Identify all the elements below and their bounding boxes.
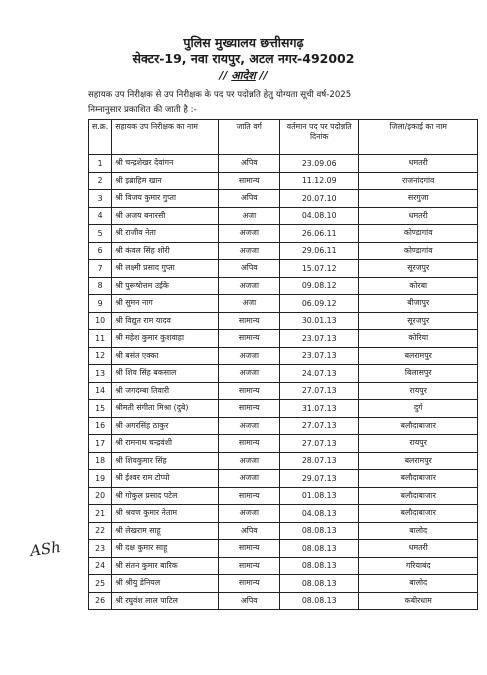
cell-serial: 9 [89, 295, 112, 313]
table-row [89, 522, 478, 540]
cell-district: बलौदाबाजार [359, 505, 478, 523]
cell-serial: 20 [89, 487, 112, 505]
cell-serial: 18 [89, 452, 112, 470]
cell-district: बलौदाबाजार [359, 487, 478, 505]
order-word: आदेश [231, 69, 256, 82]
order-prefix: // [219, 69, 232, 82]
cell-name: श्री रामनाथ चन्द्रवंशी [112, 435, 219, 453]
table-row [89, 365, 478, 383]
cell-date: 27.07.13 [280, 435, 359, 453]
cell-serial: 10 [89, 312, 112, 330]
cell-category: अजा [219, 207, 280, 225]
cell-category: अपिव [219, 190, 280, 208]
cell-date: 09.08.12 [280, 277, 359, 295]
cell-district: दुर्ग [359, 400, 478, 418]
table-row [89, 400, 478, 418]
cell-date: 08.08.13 [280, 522, 359, 540]
table-row [89, 505, 478, 523]
cell-name: श्री चन्द्रशेखर देवांगन [112, 155, 219, 173]
cell-date: 08.08.13 [280, 592, 359, 610]
cell-name: श्रीमती संगीता मिश्रा (दुबे) [112, 400, 219, 418]
cell-date: 11.12.09 [280, 172, 359, 190]
cell-category: अजजा [219, 470, 280, 488]
cell-name: श्री लक्ष्मी प्रसाद गुप्ता [112, 260, 219, 278]
intro-text [88, 88, 468, 118]
cell-district: सूरजपुर [359, 312, 478, 330]
table-row [89, 295, 478, 313]
cell-name: श्री राजीव नेता [112, 225, 219, 243]
table-body [89, 155, 478, 610]
cell-date: 23.09.06 [280, 155, 359, 173]
cell-serial: 2 [89, 172, 112, 190]
header-category: जाति वर्ग [219, 120, 280, 155]
cell-name: श्री अगरसिंह ठाकुर [112, 417, 219, 435]
cell-date: 04.08.10 [280, 207, 359, 225]
cell-category: अजजा [219, 505, 280, 523]
cell-date: 26.06.11 [280, 225, 359, 243]
table-row [89, 277, 478, 295]
cell-category: सामान्य [219, 575, 280, 593]
table-row [89, 540, 478, 558]
cell-date: 08.08.13 [280, 557, 359, 575]
cell-district: बालोद [359, 522, 478, 540]
table-row [89, 435, 478, 453]
cell-date: 23.07.13 [280, 330, 359, 348]
cell-date: 06.09.12 [280, 295, 359, 313]
cell-date: 23.07.13 [280, 347, 359, 365]
header-district: जिला/इकाई का नाम [359, 120, 478, 155]
cell-serial: 21 [89, 505, 112, 523]
cell-name: श्री बसंत एक्का [112, 347, 219, 365]
cell-category: अजजा [219, 365, 280, 383]
table-row [89, 470, 478, 488]
header-name: सहायक उप निरीक्षक का नाम [112, 120, 219, 155]
intro-line-1: सहायक उप निरीक्षक से उप निरीक्षक के पद पर पदोन्नति हेतु योग्यता सूची वर्ष-2025 [88, 90, 352, 100]
order-heading [0, 68, 487, 83]
cell-name: श्री शिवकुमार सिंह [112, 452, 219, 470]
cell-category: अजजा [219, 452, 280, 470]
cell-category: अजजा [219, 417, 280, 435]
cell-district: कोण्डागांव [359, 242, 478, 260]
cell-serial: 23 [89, 540, 112, 558]
table-row [89, 347, 478, 365]
table-row [89, 452, 478, 470]
cell-name: श्री कंवल सिंह शोरी [112, 242, 219, 260]
cell-date: 27.07.13 [280, 417, 359, 435]
cell-serial: 22 [89, 522, 112, 540]
cell-serial: 17 [89, 435, 112, 453]
cell-district: कोण्डागांव [359, 225, 478, 243]
cell-district: बीजापुर [359, 295, 478, 313]
cell-category: अजजा [219, 242, 280, 260]
cell-serial: 24 [89, 557, 112, 575]
cell-serial: 15 [89, 400, 112, 418]
cell-district: धमतरी [359, 155, 478, 173]
table-row [89, 330, 478, 348]
cell-name: श्री विद्युत राम यादव [112, 312, 219, 330]
cell-category: सामान्य [219, 487, 280, 505]
cell-name: श्री ईश्वर राम टोप्पो [112, 470, 219, 488]
office-title: पुलिस मुख्यालय छत्तीसगढ़ [183, 35, 304, 50]
table-row [89, 417, 478, 435]
cell-serial: 11 [89, 330, 112, 348]
cell-date: 27.07.13 [280, 382, 359, 400]
cell-category: सामान्य [219, 312, 280, 330]
table-row [89, 155, 478, 173]
cell-category: सामान्य [219, 435, 280, 453]
cell-date: 08.08.13 [280, 575, 359, 593]
cell-date: 31.07.13 [280, 400, 359, 418]
office-address: सेक्टर-19, नवा रायपुर, अटल नगर-492002 [132, 51, 355, 66]
cell-serial: 25 [89, 575, 112, 593]
handwritten-signature: ASh [28, 537, 62, 561]
cell-date: 08.08.13 [280, 540, 359, 558]
order-suffix: // [255, 69, 268, 82]
cell-category: अपिव [219, 155, 280, 173]
header-serial: स.क्र. [89, 120, 112, 155]
cell-name: श्री इब्राहिम खान [112, 172, 219, 190]
cell-name: श्री संतन कुमार बारिक [112, 557, 219, 575]
cell-name: श्री लेखराम साहू [112, 522, 219, 540]
cell-date: 24.07.13 [280, 365, 359, 383]
table-row [89, 575, 478, 593]
table-row [89, 207, 478, 225]
cell-category: सामान्य [219, 382, 280, 400]
cell-name: श्री विजय कुमार गुप्ता [112, 190, 219, 208]
cell-serial: 16 [89, 417, 112, 435]
merit-list-table [88, 119, 478, 610]
table-row [89, 382, 478, 400]
cell-category: सामान्य [219, 172, 280, 190]
cell-serial: 8 [89, 277, 112, 295]
cell-name: श्री गोकुल प्रसाद पटेल [112, 487, 219, 505]
cell-name: श्री महेश कुमार कुशवाहा [112, 330, 219, 348]
cell-date: 28.07.13 [280, 452, 359, 470]
table-row [89, 592, 478, 610]
cell-district: रायपुर [359, 382, 478, 400]
cell-category: अजजा [219, 277, 280, 295]
cell-name: श्री शिव सिंह बकसाल [112, 365, 219, 383]
cell-district: बिलासपुर [359, 365, 478, 383]
cell-date: 01.08.13 [280, 487, 359, 505]
cell-name: श्री श्रीयु डेनियल [112, 575, 219, 593]
table-row [89, 172, 478, 190]
cell-district: राजनांदगांव [359, 172, 478, 190]
cell-name: श्री रघुवंश लाल पाटिल [112, 592, 219, 610]
cell-category: अजजा [219, 347, 280, 365]
cell-district: बलौदाबाजार [359, 417, 478, 435]
cell-serial: 19 [89, 470, 112, 488]
cell-serial: 7 [89, 260, 112, 278]
cell-serial: 5 [89, 225, 112, 243]
cell-district: सरगुजा [359, 190, 478, 208]
cell-date: 15.07.12 [280, 260, 359, 278]
cell-category: सामान्य [219, 540, 280, 558]
cell-district: रायपुर [359, 435, 478, 453]
cell-serial: 3 [89, 190, 112, 208]
table-row [89, 260, 478, 278]
table-row [89, 312, 478, 330]
cell-serial: 13 [89, 365, 112, 383]
cell-serial: 1 [89, 155, 112, 173]
cell-category: अजा [219, 295, 280, 313]
cell-district: बालोद [359, 575, 478, 593]
table-row [89, 557, 478, 575]
header-promotion-date: वर्तमान पद पर पदोन्नति दिनांक [280, 120, 359, 155]
cell-name: श्री अजय बनारसी [112, 207, 219, 225]
intro-line-2: निम्नानुसार प्रकाशित की जाती है :- [88, 105, 197, 115]
table-header-row [89, 120, 478, 155]
table-row [89, 225, 478, 243]
cell-serial: 14 [89, 382, 112, 400]
cell-name: श्री जगदम्बा तिवारी [112, 382, 219, 400]
cell-category: अपिव [219, 592, 280, 610]
cell-date: 29.06.11 [280, 242, 359, 260]
cell-district: बलरामपुर [359, 347, 478, 365]
cell-category: सामान्य [219, 330, 280, 348]
cell-category: सामान्य [219, 557, 280, 575]
cell-district: कबीरधाम [359, 592, 478, 610]
cell-name: श्री सुमन नाग [112, 295, 219, 313]
table-row [89, 242, 478, 260]
cell-district: सूरजपुर [359, 260, 478, 278]
cell-category: अजजा [219, 225, 280, 243]
cell-category: अपिव [219, 522, 280, 540]
cell-district: बलरामपुर [359, 452, 478, 470]
cell-date: 20.07.10 [280, 190, 359, 208]
cell-district: गरियाबंद [359, 557, 478, 575]
cell-date: 29.07.13 [280, 470, 359, 488]
table-row [89, 487, 478, 505]
cell-name: श्री पुरूषोत्तम उईके [112, 277, 219, 295]
cell-date: 04.08.13 [280, 505, 359, 523]
cell-serial: 4 [89, 207, 112, 225]
cell-serial: 26 [89, 592, 112, 610]
cell-district: कोरिया [359, 330, 478, 348]
cell-date: 30.01.13 [280, 312, 359, 330]
cell-category: अपिव [219, 260, 280, 278]
cell-category: सामान्य [219, 400, 280, 418]
cell-district: धमतरी [359, 207, 478, 225]
cell-serial: 6 [89, 242, 112, 260]
cell-district: कोरबा [359, 277, 478, 295]
cell-name: श्री दक्ष कुमार साहू [112, 540, 219, 558]
table-row [89, 190, 478, 208]
cell-serial: 12 [89, 347, 112, 365]
cell-name: श्री श्रवण कुमार नेताम [112, 505, 219, 523]
cell-district: धमतरी [359, 540, 478, 558]
cell-district: बलौदाबाजार [359, 470, 478, 488]
